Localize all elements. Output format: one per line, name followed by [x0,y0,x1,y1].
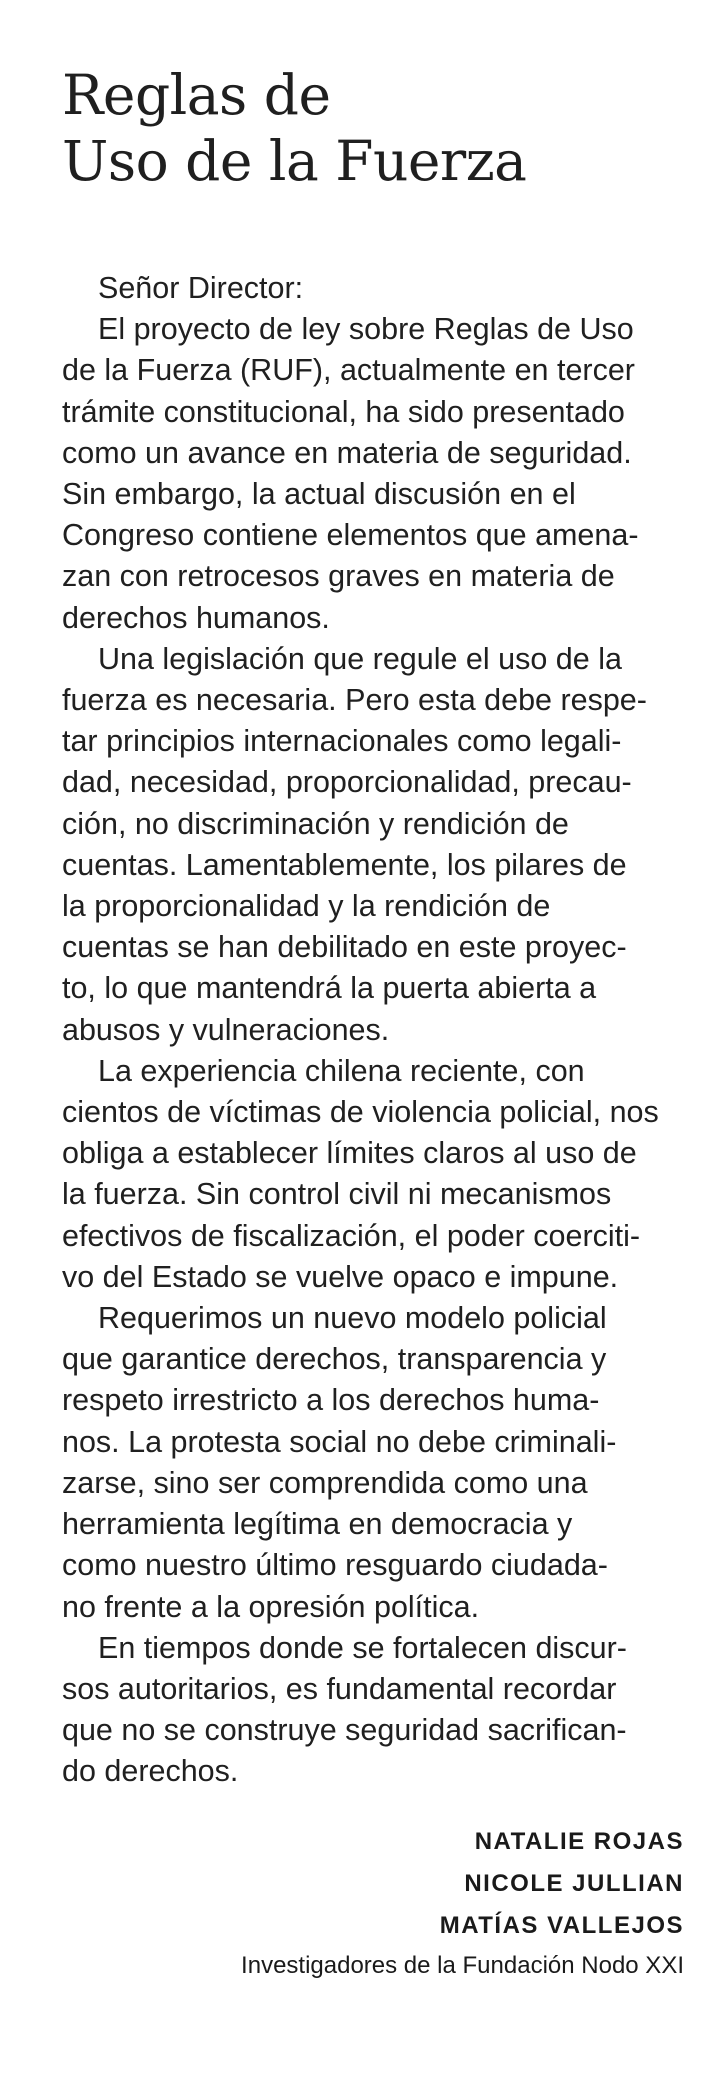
letter-line: que no se construye seguridad sacrifican- [62,1713,627,1748]
letter-line: do derechos. [62,1754,239,1789]
letter-line: ción, no discriminación y rendición de [62,806,569,841]
letter-line: La experiencia chilena reciente, con [98,1053,585,1088]
letter-line: respeto irrestricto a los derechos huma- [62,1383,600,1418]
letter-line: to, lo que mantendrá la puerta abierta a [62,971,597,1006]
letter-line: derechos humanos. [62,600,330,635]
letter-line: Una legislación que regule el uso de la [98,641,622,676]
letter-line: Requerimos un nuevo modelo policial [98,1301,607,1336]
letter-line: que garantice derechos, transparencia y [62,1342,607,1377]
letter-line: no frente a la opresión política. [62,1589,480,1624]
letter-line: cientos de víctimas de violencia policial, nos [62,1095,659,1130]
headline-line-1: Reglas de [62,63,331,127]
letter-line: nos. La protesta social no debe criminali- [62,1424,617,1459]
letter-line: trámite constitucional, ha sido presentado [62,394,625,429]
letter-line: cuentas se han debilitado en este proyec- [62,930,627,965]
letter-line: Señor Director: [98,271,304,305]
signatory-name: MATÍAS VALLEJOS [439,1912,684,1939]
letter-line: obliga a establecer límites claros al uso de [62,1136,637,1171]
signatory-name: NATALIE ROJAS [474,1828,684,1855]
letter-line: abusos y vulneraciones. [62,1012,390,1047]
letter-line: cuentas. Lamentablemente, los pilares de [62,847,627,882]
letter-line: como un avance en materia de seguridad. [62,435,632,470]
letter-line: dad, necesidad, proporcionalidad, precau- [62,765,632,800]
letter-line: tar principios internacionales como legali- [62,724,622,759]
letter-line: Sin embargo, la actual discusión en el [62,477,576,512]
letter-line: herramienta legítima en democracia y [62,1507,573,1542]
letter-line: de la Fuerza (RUF), actualmente en tercer [62,353,635,388]
letter-line: vo del Estado se vuelve opaco e impune. [62,1259,619,1294]
letter-line: zarse, sino ser comprendida como una [62,1465,588,1500]
letter-line: fuerza es necesaria. Pero esta debe respe- [62,683,647,718]
letter-line: sos autoritarios, es fundamental recordar [62,1671,617,1706]
letter-line: zan con retrocesos graves en materia de [62,559,615,594]
headline-line-2: Uso de la Fuerza [62,129,527,193]
signature-block [241,1828,684,1980]
signatory-affiliation: Investigadores de la Fundación Nodo XXI [241,1952,684,1979]
letter-line: efectivos de fiscalización, el poder coerciti- [62,1218,641,1253]
letter-line: la fuerza. Sin control civil ni mecanismos [62,1177,612,1212]
letter-body [62,268,687,1793]
headline [62,62,682,194]
signatory-name: NICOLE JULLIAN [464,1870,684,1897]
letter-line: Congreso contiene elementos que amena- [62,518,639,553]
letter-line: El proyecto de ley sobre Reglas de Uso [98,312,634,347]
letter-line: como nuestro último resguardo ciudada- [62,1548,608,1583]
letter-line: la proporcionalidad y la rendición de [62,889,551,924]
letter-line: En tiempos donde se fortalecen discur- [98,1630,627,1665]
